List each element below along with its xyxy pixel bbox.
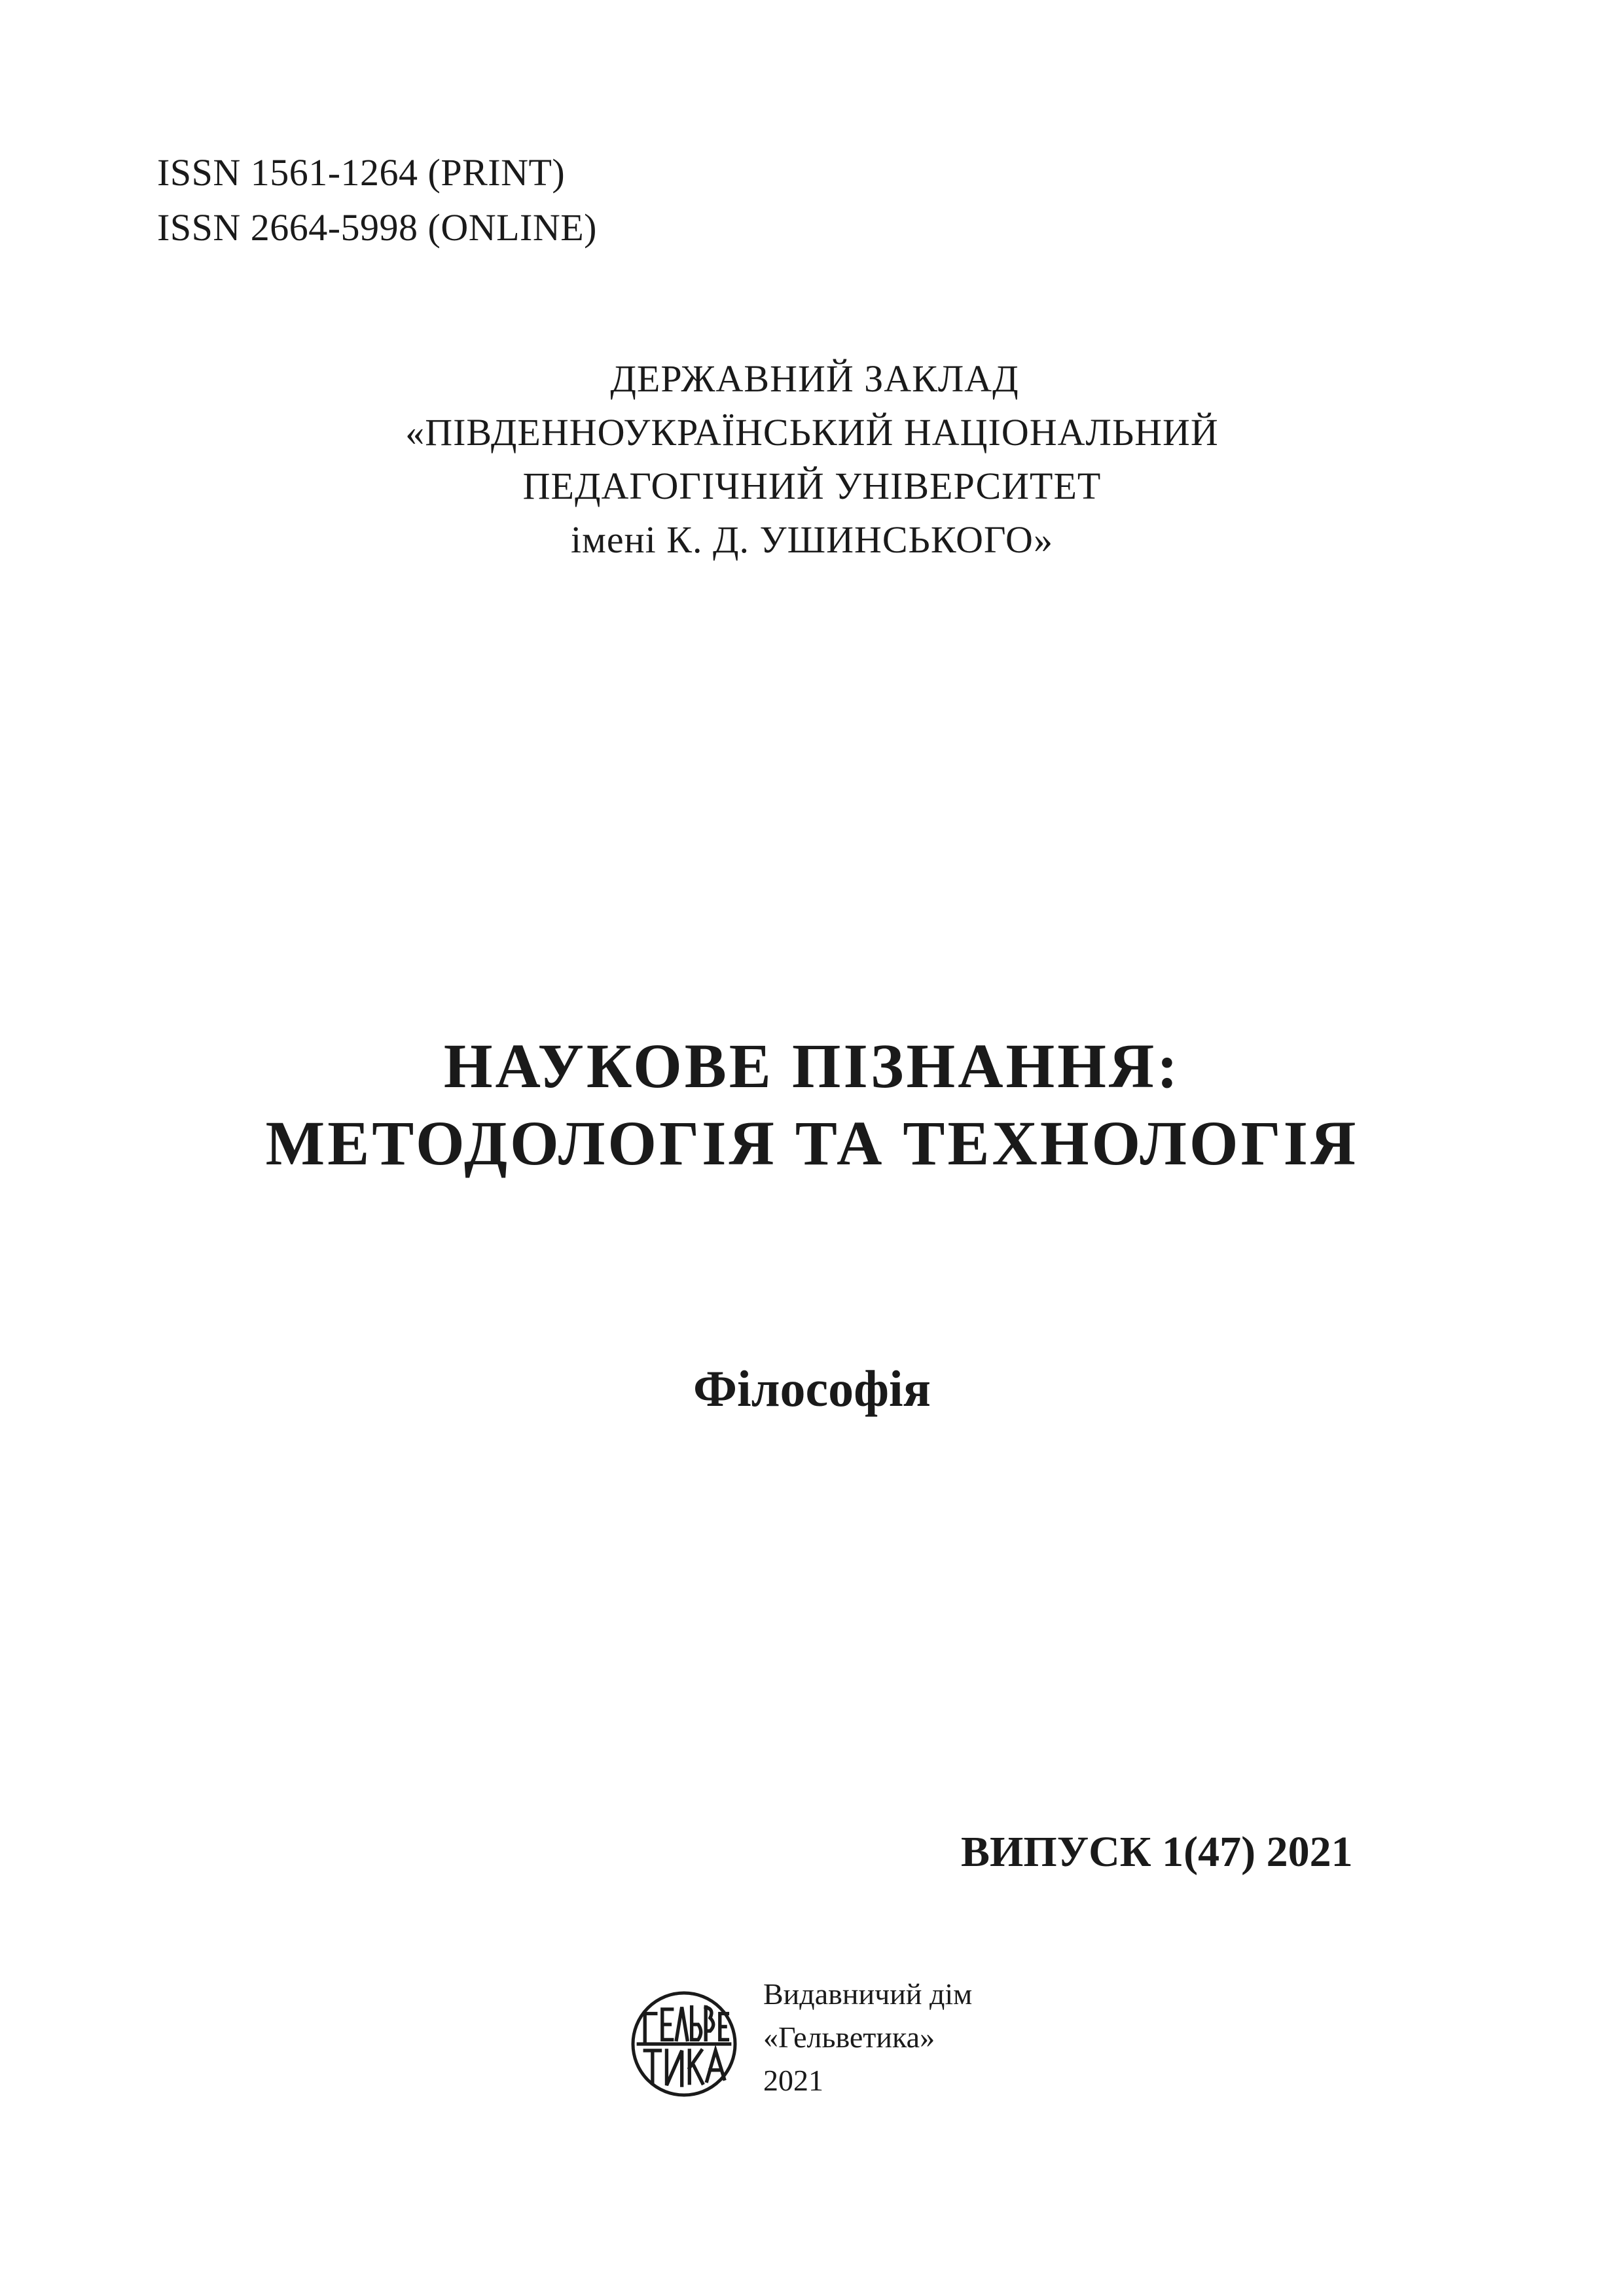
institution-line-4: імені К. Д. УШИНСЬКОГО» — [571, 518, 1053, 561]
publisher-text — [763, 1973, 972, 2102]
issn-block — [157, 145, 597, 255]
issue-number: ВИПУСК 1(47) 2021 — [961, 1828, 1353, 1876]
publisher-year: 2021 — [763, 2064, 823, 2097]
publisher-line-1: Видавничий дім — [763, 1977, 973, 2011]
institution-line-2: «ПІВДЕННОУКРАЇНСЬКИЙ НАЦІОНАЛЬНИЙ — [405, 411, 1219, 454]
issn-online: ISSN 2664-5998 (ONLINE) — [157, 206, 597, 249]
publisher-line-2: «Гельветика» — [763, 2020, 935, 2054]
journal-title — [0, 1028, 1624, 1182]
institution-line-1: ДЕРЖАВНИЙ ЗАКЛАД — [610, 357, 1019, 400]
journal-title-line-2: МЕТОДОЛОГІЯ ТА ТЕХНОЛОГІЯ — [265, 1108, 1359, 1178]
institution-line-3: ПЕДАГОГІЧНИЙ УНІВЕРСИТЕТ — [522, 465, 1102, 507]
institution-name — [0, 352, 1624, 567]
journal-section: Філософія — [693, 1360, 931, 1417]
journal-title-line-1: НАУКОВЕ ПІЗНАННЯ: — [443, 1031, 1181, 1101]
publisher-block — [630, 1970, 1088, 2121]
issn-print: ISSN 1561-1264 (PRINT) — [157, 151, 566, 194]
helvetica-logo-icon — [630, 1990, 738, 2098]
